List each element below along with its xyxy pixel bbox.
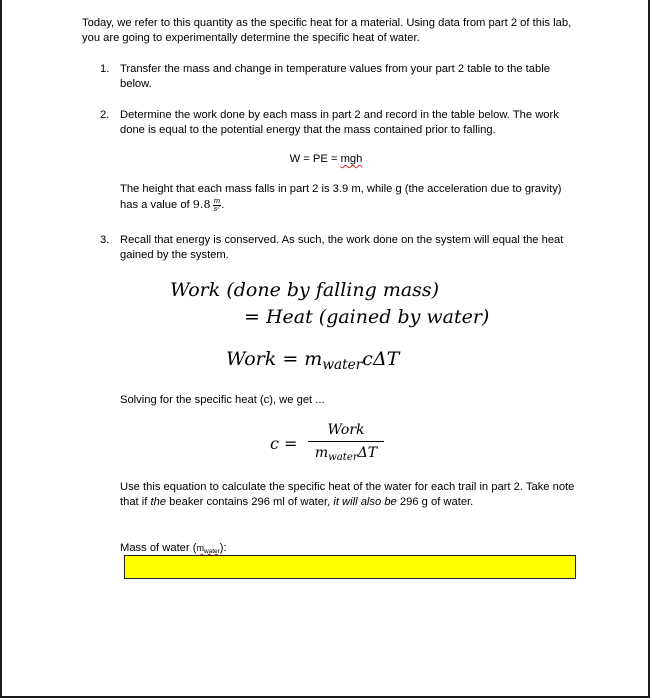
equation-work-line1: Work (done by falling mass) — [170, 279, 440, 301]
step-text: Recall that energy is conserved. As such, the work done on the system will equal the heat gained by the system. — [120, 234, 564, 261]
solving-text: Solving for the specific heat (c), we get ... — [120, 394, 325, 406]
eq2-lhs: Work — [226, 348, 277, 370]
mass-sym: m — [196, 543, 204, 553]
g-unit-den: s² — [213, 204, 221, 213]
mass-label-end: ): — [219, 542, 227, 554]
eq3-den-m: m — [314, 445, 329, 461]
eq2-equals: = — [276, 348, 305, 370]
step-1 — [100, 62, 570, 92]
use-part1: Use this equation to calculate the specific heat of the water for each trail in part 2. Take note that if — [120, 481, 575, 508]
use-italic: it will also be — [333, 496, 397, 508]
mass-sym-sub: water — [203, 547, 220, 555]
eq3-lhs: c = — [270, 434, 298, 453]
intro-paragraph: Today, we refer to this quantity as the specific heat for a material. Using data from part 2 of this lab, you are going to experimentally determine the specific heat of water. — [82, 17, 572, 44]
equation-heat-line2: = Heat (gained by water) — [244, 306, 490, 328]
step-text: Transfer the mass and change in temperature values from your part 2 table to the table below. — [120, 63, 550, 90]
step-number: 1. — [100, 63, 110, 75]
step-3 — [100, 233, 570, 263]
eq2-rest: cΔT — [362, 348, 400, 370]
g-unit-num: m — [213, 196, 221, 205]
formula-prefix: W = PE = — [289, 153, 341, 165]
eq3-den-rest: ΔT — [357, 445, 378, 461]
height-text: The height that each mass falls in part 2 is 3.9 m, while g (the acceleration due to gravity) has a value of — [120, 183, 562, 211]
g-unit — [213, 196, 225, 213]
equation-work-mct — [226, 348, 399, 373]
mass-label-text: Mass of water ( — [120, 542, 197, 554]
mass-symbol — [196, 543, 219, 553]
step-text: Determine the work done by each mass in part 2 and record in the table below. The work done is equal to the potential energy that the mass contained prior to falling. — [120, 109, 559, 136]
g-value: 9.8 — [192, 198, 211, 211]
eq2-sub: water — [322, 357, 363, 374]
height-gravity-text — [120, 182, 570, 213]
eq2-m: m — [304, 348, 323, 370]
eq3-fraction — [308, 421, 384, 467]
use-the: the — [150, 496, 167, 508]
use-part3: 296 g of water. — [396, 496, 474, 508]
use-part2: beaker contains 296 ml of water, — [166, 496, 334, 508]
step-2 — [100, 108, 570, 138]
step-number: 2. — [100, 109, 110, 121]
eq3-numerator: Work — [308, 421, 384, 442]
work-pe-formula — [0, 152, 652, 167]
use-equation-paragraph — [120, 480, 580, 510]
formula-mgh: mgh — [340, 153, 363, 165]
g-end: . — [221, 199, 225, 211]
mass-of-water-input[interactable] — [124, 555, 576, 579]
eq3-den-sub: water — [328, 452, 358, 464]
step-number: 3. — [100, 234, 110, 246]
eq3-denominator — [308, 442, 384, 467]
